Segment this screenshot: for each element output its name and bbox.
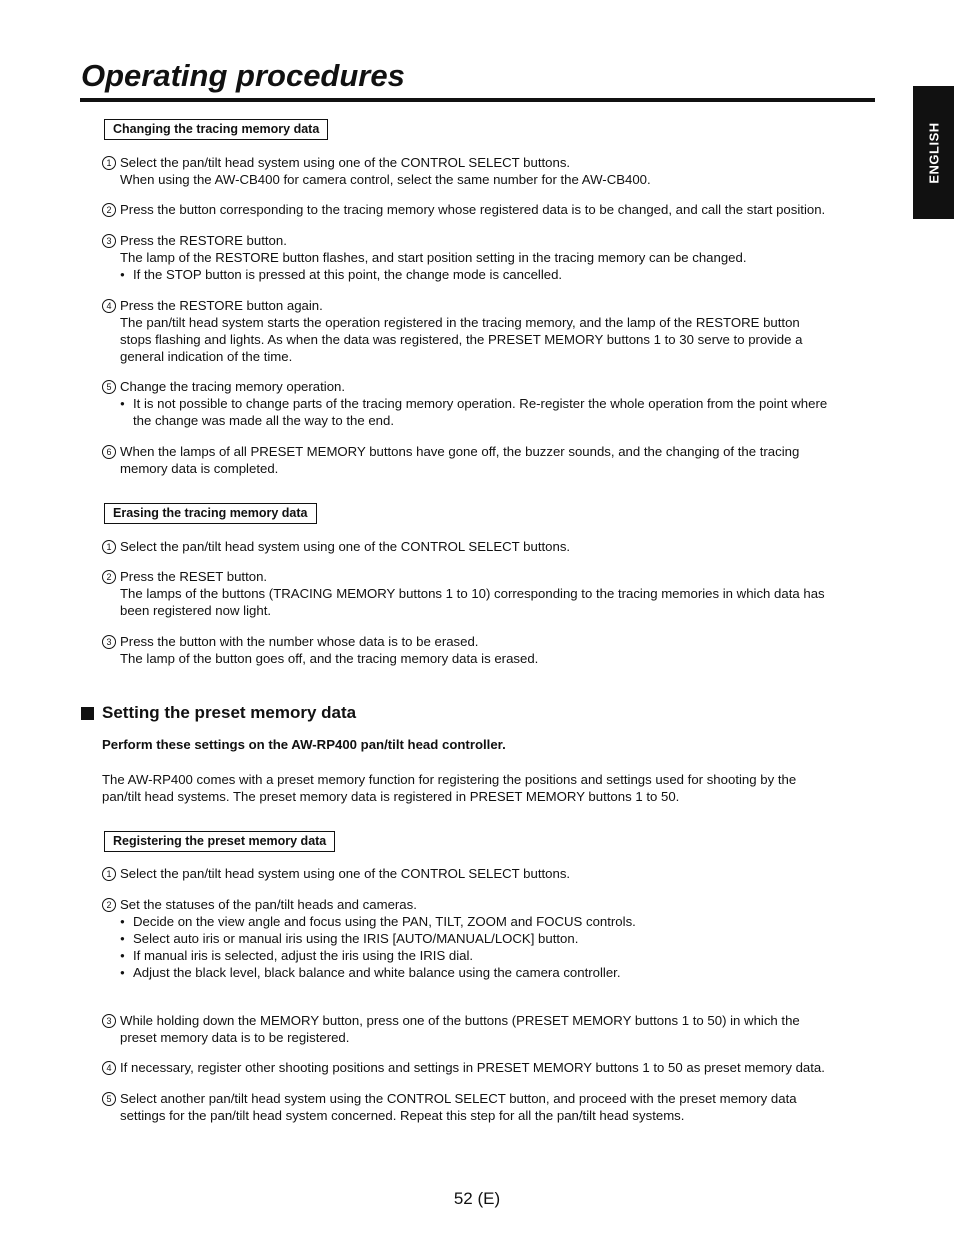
section-box-registering: Registering the preset memory data xyxy=(104,831,335,852)
list-item xyxy=(102,633,874,667)
section-heading-preset xyxy=(81,702,356,724)
bullet-item: ● Select auto iris or manual iris using the IRIS [AUTO/MANUAL/LOCK] button. xyxy=(102,930,874,947)
step-text: When the lamps of all PRESET MEMORY buttons have gone off, the buzzer sounds, and the changing of the tracing xyxy=(120,444,800,459)
bullet-item: ● Decide on the view angle and focus using the PAN, TILT, ZOOM and FOCUS controls. xyxy=(102,913,874,930)
step-first-line xyxy=(102,538,874,555)
step-first-line xyxy=(102,232,874,249)
list-item xyxy=(102,896,874,981)
step-continuation: settings for the pan/tilt head system concerned. Repeat this step for all the pan/tilt head systems. xyxy=(120,1108,685,1123)
step-first-line xyxy=(102,1012,874,1029)
bullet-item: ● It is not possible to change parts of the tracing memory operation. Re-register the whole operation from the point where xyxy=(102,395,874,412)
step-text: Press the RESET button. xyxy=(120,569,268,584)
intro-line-2: pan/tilt head systems. The preset memory data is registered in PRESET MEMORY buttons 1 to 50. xyxy=(102,789,680,804)
step-number-icon: 1 xyxy=(102,156,116,170)
step-first-line xyxy=(102,443,874,460)
bullet-item: the change was made all the way to the end. xyxy=(133,413,394,428)
square-bullet-icon xyxy=(81,707,94,720)
step-first-line xyxy=(102,1059,874,1076)
section-box-erasing: Erasing the tracing memory data xyxy=(104,503,317,524)
page-number: 52 (E) xyxy=(453,1189,501,1208)
step-text: Change the tracing memory operation. xyxy=(120,379,346,394)
list-item xyxy=(102,865,874,882)
step-text: Press the RESTORE button. xyxy=(120,233,287,248)
step-first-line xyxy=(102,154,874,171)
step-text: Select the pan/tilt head system using one of the CONTROL SELECT buttons. xyxy=(120,155,571,170)
step-first-line xyxy=(102,297,874,314)
step-first-line xyxy=(102,896,874,913)
language-tab-label: ENGLISH xyxy=(926,121,941,184)
step-first-line xyxy=(102,568,874,585)
step-number-icon: 3 xyxy=(102,635,116,649)
list-item xyxy=(102,1090,874,1124)
step-number-icon: 1 xyxy=(102,540,116,554)
page-title: Operating procedures xyxy=(81,58,405,93)
step-text: Press the button with the number whose data is to be erased. xyxy=(120,634,479,649)
step-number-icon: 1 xyxy=(102,867,116,881)
step-text: Select the pan/tilt head system using one of the CONTROL SELECT buttons. xyxy=(120,866,571,881)
step-continuation: stops flashing and lights. As when the data was registered, the PRESET MEMORY buttons 1 to 30 serve to provide a xyxy=(120,332,803,347)
list-item xyxy=(102,378,874,429)
list-item xyxy=(102,443,874,477)
step-number-icon: 3 xyxy=(102,1014,116,1028)
step-number-icon: 5 xyxy=(102,380,116,394)
list-item xyxy=(102,538,874,555)
step-first-line xyxy=(102,378,874,395)
step-continuation: general indication of the time. xyxy=(120,349,293,364)
step-number-icon: 3 xyxy=(102,234,116,248)
list-item xyxy=(102,297,874,365)
step-number-icon: 2 xyxy=(102,203,116,217)
step-number-icon: 5 xyxy=(102,1092,116,1106)
step-continuation: preset memory data is to be registered. xyxy=(120,1030,350,1045)
list-item xyxy=(102,1012,874,1046)
section-heading-text: Setting the preset memory data xyxy=(102,703,357,722)
step-text: Set the statuses of the pan/tilt heads and cameras. xyxy=(120,897,417,912)
step-first-line xyxy=(102,1090,874,1107)
step-first-line xyxy=(102,633,874,650)
step-continuation: been registered now light. xyxy=(120,603,272,618)
step-text: Select another pan/tilt head system using the CONTROL SELECT button, and proceed with the preset memory data xyxy=(120,1091,797,1106)
section-box-changing: Changing the tracing memory data xyxy=(104,119,328,140)
list-item xyxy=(102,1059,874,1076)
step-continuation: The lamps of the buttons (TRACING MEMORY buttons 1 to 10) corresponding to the tracing memories in which data has xyxy=(120,586,825,601)
bullet-item: ● If the STOP button is pressed at this point, the change mode is cancelled. xyxy=(102,266,874,283)
step-text: Press the RESTORE button again. xyxy=(120,298,323,313)
step-text: While holding down the MEMORY button, press one of the buttons (PRESET MEMORY buttons 1 to 50) in which the xyxy=(120,1013,800,1028)
step-number-icon: 6 xyxy=(102,445,116,459)
step-continuation: When using the AW-CB400 for camera control, select the same number for the AW-CB400. xyxy=(120,172,651,187)
list-item xyxy=(102,232,874,283)
step-continuation: The lamp of the button goes off, and the tracing memory data is erased. xyxy=(120,651,539,666)
language-tab xyxy=(913,86,954,219)
list-item xyxy=(102,201,874,218)
intro-line-1: The AW-RP400 comes with a preset memory function for registering the positions and settings used for shooting by the xyxy=(102,772,797,787)
step-number-icon: 4 xyxy=(102,299,116,313)
step-first-line xyxy=(102,865,874,882)
step-text: If necessary, register other shooting positions and settings in PRESET MEMORY buttons 1 to 50 as preset memory data. xyxy=(120,1060,825,1075)
step-continuation: memory data is completed. xyxy=(120,461,279,476)
step-continuation: The lamp of the RESTORE button flashes, and start position setting in the tracing memory can be changed. xyxy=(120,250,747,265)
step-number-icon: 2 xyxy=(102,570,116,584)
step-text: Select the pan/tilt head system using one of the CONTROL SELECT buttons. xyxy=(120,539,571,554)
title-rule xyxy=(80,98,875,102)
step-number-icon: 2 xyxy=(102,898,116,912)
step-text: Press the button corresponding to the tracing memory whose registered data is to be changed, and call the start position. xyxy=(120,202,826,217)
list-item xyxy=(102,568,874,619)
bullet-item: ● If manual iris is selected, adjust the iris using the IRIS dial. xyxy=(102,947,874,964)
step-first-line xyxy=(102,201,874,218)
step-number-icon: 4 xyxy=(102,1061,116,1075)
bullet-item: ● Adjust the black level, black balance and white balance using the camera controller. xyxy=(102,964,874,981)
step-continuation: The pan/tilt head system starts the operation registered in the tracing memory, and the lamp of the RESTORE button xyxy=(120,315,800,330)
bold-note: Perform these settings on the AW-RP400 pan/tilt head controller. xyxy=(102,737,506,752)
list-item xyxy=(102,154,874,188)
